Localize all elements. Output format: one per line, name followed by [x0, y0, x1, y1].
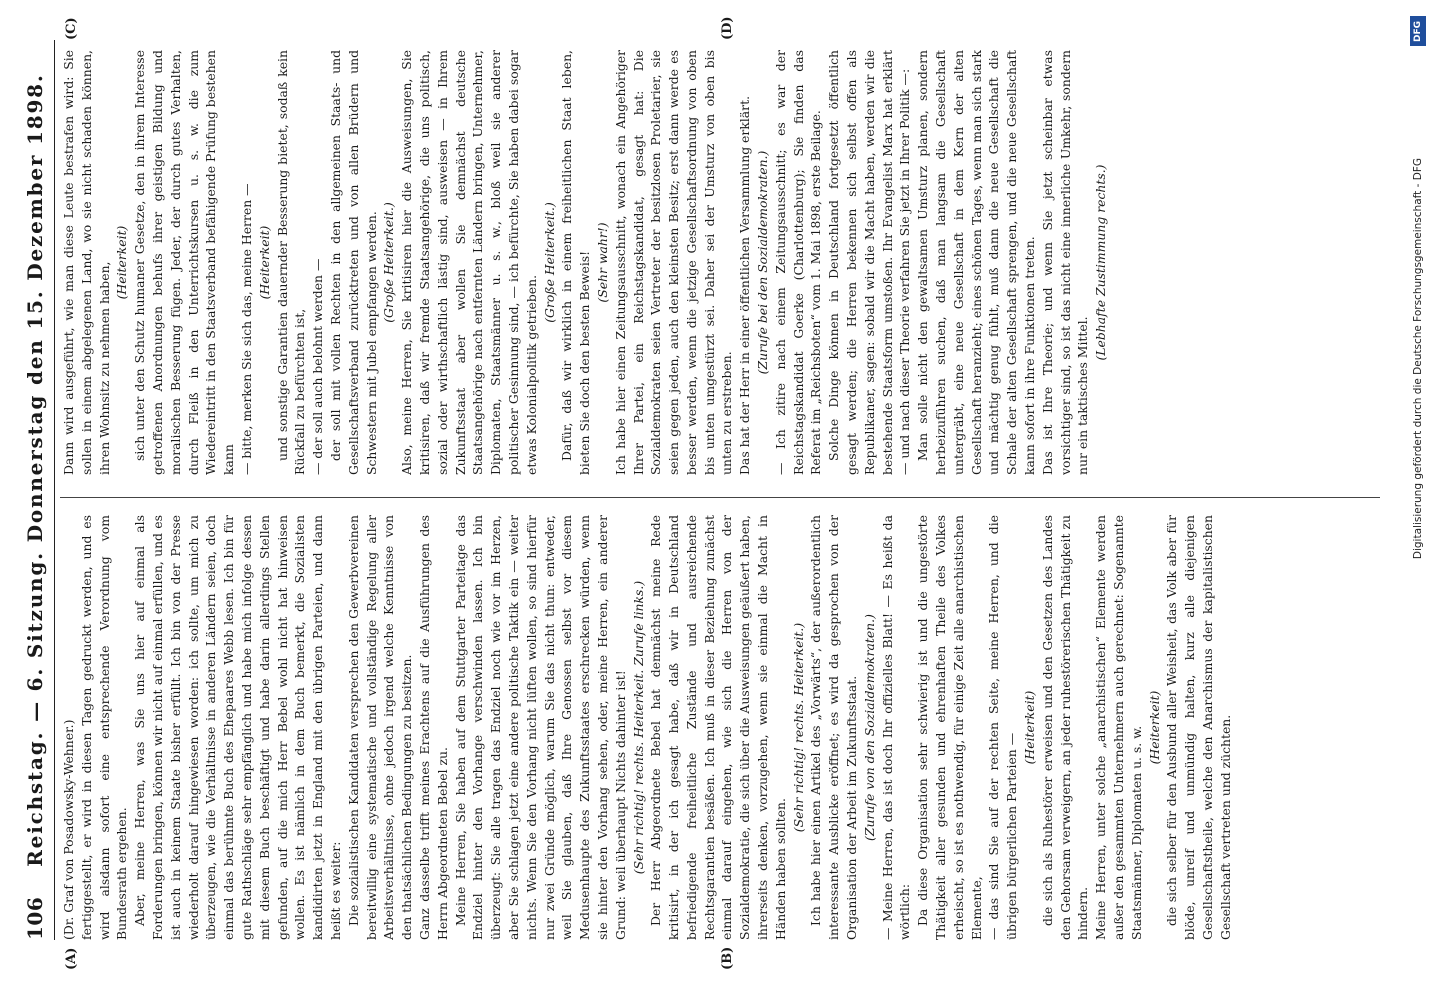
paragraph: (Lebhafte Zustimmung rechts.)	[1093, 164, 1109, 361]
paragraph: und sonstige Garantien dauernder Besserung bietet, sodaß kein Rückfall zu befürchten ist,	[274, 50, 308, 475]
paragraph: Das hat der Herr in einer öffentlichen Versammlung erklärt.	[737, 95, 753, 475]
paragraph: — der soll auch belohnt werden —	[310, 258, 326, 475]
paragraph: Dann wird ausgeführt, wie man diese Leute bestrafen wird: Sie sollen in einem abgelegenen Land, wo sie nicht schaden können, ihren Wohnsitz zu nehmen haben,	[61, 50, 112, 475]
paragraph: sich unter den Schutz humaner Gesetze, den in ihrem Interesse getroffenen Anordnungen behufs ihrer geistigen Bildung und moralischen Besserung fügen. Jeder, der durch gutes Verhalten, durch Fleiß in den Unterrichtskursen u. s. w. die zum Wiedereintritt in den Staatsverband befähigende Prüfung bestehen kann	[132, 50, 237, 475]
paragraph: Aber, meine Herren, was Sie uns hier auf einmal als Forderungen bringen, können wir nicht auf einmal erfüllen, und es ist auch in keinem Staate bisher erfüllt. Ich bin von der Presse wiederholt darauf hingewiesen worden: ich sollte, um mich zu überzeugen, wie die Verhältnisse in anderen Ländern seien, doch einmal das berühmte Buch des Ehepaares Webb lesen. Ich bin für gute Rathschläge sehr empfänglich und habe mich infolge dessen mit diesem Buch beschäftigt und habe darin allerdings Stellen gefunden, auf die mich Herr Bebel wohl nicht hat hinweisen wollen. Es ist nämlich in dem Buch bemerkt, die Sozialisten kandidirten jetzt in England mit den übrigen Parteien, und dann heißt es weiter:	[132, 515, 343, 940]
digitization-credit: Digitalisierung gefördert durch die Deutsche Forschungsgemeinschaft - DFG	[1412, 158, 1424, 560]
margin-marker-b: (B)	[720, 946, 735, 970]
page-header	[18, 40, 52, 940]
page-number: 106	[23, 896, 47, 940]
header-rule	[54, 40, 55, 940]
paragraph: (Sehr richtig! rechts. Heiterkeit.)	[790, 622, 806, 833]
left-column	[60, 515, 1380, 940]
paragraph: (Zurufe von den Sozialdemokraten.)	[861, 614, 877, 841]
margin-marker-d: (D)	[720, 16, 735, 40]
paragraph: (Heiterkeit)	[1022, 690, 1038, 765]
paragraph: Ich habe hier einen Artikel des „Vorwärts“, der außerordentlich interessante Ausblicke eröffnet; es wird da gesprochen von der Organisation der Arbeit im Zukunftsstaat.	[808, 515, 860, 940]
paragraph: Da diese Organisation sehr schwierig ist und die ungestörte Thätigkeit aller gesunden und ehrenhaften Theile des Volkes erheischt, so ist es nothwendig, für einige Zeit alle anarchistischen Elemente,	[915, 515, 984, 940]
paragraph: Also, meine Herren, Sie kritisiren hier die Ausweisungen, Sie kritisiren, daß wir fremde Staatsangehörige, die uns politisch, sozial oder wirthschaftlich lästig sind, ausweisen — in Ihrem Zukunftsstaat aber wollen Sie demnächst deutsche Staatsangehörige nach entfernten Ländern bringen, Unternehmer, Diplomaten, Staatsmänner u. s. w., bloß weil sie anderer politischer Gesinnung sind, — ich befürchte, Sie haben dabei sogar etwas Kolonialpolitik getrieben.	[399, 50, 539, 475]
paragraph: Meine Herren, Sie haben auf dem Stuttgarter Parteitage das Endziel hinter den Vorhange verschwinden lassen. Ich bin überzeugt: Sie alle tragen das Endziel noch wie vor im Herzen, aber Sie schlagen jetzt eine andere politische Taktik ein — weiter nichts. Wenn Sie den Vorhang nicht lüften wollen, so sind hierfür nur zwei Gründe möglich, warum Sie das nicht thun: entweder, weil Sie glauben, daß Ihre Genossen selbst vor diesem Medusenhaupte des Zukunftsstaates erschrecken würden, wenn sie hinter den Vorhang sehen, oder, meine Herren, ein anderer Grund: weil überhaupt Nichts dahinter ist!	[452, 515, 628, 940]
paragraph: (Heiterkeit)	[1146, 690, 1162, 765]
paragraph: — das sind Sie auf der rechten Seite, meine Herren, und die übrigen bürgerlichen Parteien —	[986, 515, 1020, 940]
margin-marker-a: (A)	[64, 947, 79, 970]
paragraph: Man solle nicht den gewaltsamen Umsturz planen, sondern herbeizuführen suchen, daß man langsam die Gesellschaft untergräbt, eine neue Gesellschaft in dem Kern der alten Gesellschaft heranzieht; eines schönen Tages, wenn man sich stark und mächtig genug fühlt, muß dann die neue Gesellschaft die Schale der alten Gesellschaft sprengen, und die neue Gesellschaft kann sofort in ihre Funktionen treten.	[915, 50, 1038, 475]
paragraph: Solche Dinge können in Deutschland fortgesetzt öffentlich gesagt werden; die Herren bekennen sich selbst offen als Republikaner, sagen: sobald wir die Macht haben, werden wir die bestehende Staatsform umstoßen. Ihr Evangelist Marx hat erklärt — und nach dieser Theorie verfahren Sie jetzt in Ihrer Politik —:	[826, 50, 913, 475]
paragraph: die sich als Ruhestörer erweisen und den Gesetzen des Landes den Gehorsam verweigern, an jeder ruhestörerischen Thätigkeit zu hindern.	[1039, 515, 1091, 940]
paragraph: (Dr. Graf von Posadowsky-Wehner.)	[61, 719, 76, 940]
paragraph: — Ich zitire nach einem Zeitungsausschnitt; es war der Reichstagskandidat Goerke (Charlottenburg); Sie finden das Referat im „Reichsboten“ vom 1. Mai 1898, erste Beilage.	[772, 50, 824, 475]
right-column	[60, 50, 1380, 475]
paragraph: (Große Heiterkeit.)	[381, 202, 397, 323]
page-title: Reichstag. — 6. Sitzung. Donnerstag den 15. Dezember 1898.	[23, 73, 47, 867]
paragraph: (Heiterkeit)	[114, 225, 130, 300]
paragraph: Dafür, daß wir wirklich in einem freiheitlichen Staat leben, bieten Sie doch den besten Beweis!	[559, 50, 593, 475]
paragraph: fertiggestellt, er wird in diesen Tagen gedruckt werden, und es wird alsdann sofort eine entsprechende Verordnung vom Bundesrath ergehen.	[78, 515, 130, 940]
paragraph: Die sozialistischen Kandidaten versprechen den Gewerbvereinen bereitwillig eine systematische und vollständige Regelung aller Arbeitsverhältnisse, ohne jedoch irgend welche Kenntnisse von den thatsächlichen Bedingungen zu besitzen.	[345, 515, 415, 940]
paragraph: Das ist Ihre Theorie; und wenn Sie jetzt scheinbar etwas vorsichtiger sind, so ist das nicht eine innerliche Umkehr, sondern nur ein taktisches Mittel.	[1039, 50, 1091, 475]
paragraph: (Sehr wahr!)	[594, 222, 610, 303]
paragraph: Ich habe hier einen Zeitungsausschnitt, wonach ein Angehöriger Ihrer Partei, ein Reichstagskandidat, gesagt hat: Die Sozialdemokraten seien Vertreter der besitzlosen Proletarier, sie seien gegen jeden, auch den kleinsten Besitz; erst dann werde es besser werden, wenn die jetzige Gesellschaftsordnung von oben bis unten umgestürzt sei. Daher sei der Umsturz von oben bis unten zu erstreben.	[612, 50, 735, 475]
paragraph: die sich selber für den Ausbund aller Weisheit, das Volk aber für blöde, unreif und unmündig halten, kurz alle diejenigen Gesellschaftstheile, welche den Anarchismus der kapitalistischen Gesellschaft vertreten und züchten.	[1164, 515, 1233, 940]
paragraph: (Zurufe bei den Sozialdemokraten.)	[755, 150, 771, 375]
column-divider	[60, 497, 1380, 498]
paragraph: der soll mit vollen Rechten in den allgemeinen Staats- und Gesellschaftsverband zurücktreten und von allen Brüdern und Schwestern mit Jubel empfangen werden.	[327, 50, 379, 475]
margin-marker-c: (C)	[64, 17, 79, 40]
paragraph: (Große Heiterkeit.)	[541, 202, 557, 323]
paragraph: Ganz dasselbe trifft meines Erachtens auf die Ausführungen des Herrn Abgeordneten Bebel zu.	[416, 515, 450, 940]
paragraph: — Meine Herren, das ist doch Ihr offizielles Blatt! — Es heißt da wörtlich:	[879, 515, 913, 940]
dfg-logo-icon: DFG	[1410, 16, 1426, 46]
paragraph: (Sehr richtig! rechts. Heiterkeit. Zurufe links.)	[630, 580, 646, 875]
paragraph: — bitte, merken Sie sich das, meine Herren —	[238, 183, 254, 475]
paragraph: (Heiterkeit)	[256, 225, 272, 300]
digitization-note	[1406, 8, 1432, 988]
paragraph: Der Herr Abgeordnete Bebel hat demnächst meine Rede kritisirt, in der ich gesagt habe, daß wir in Deutschland befriedigende freiheitliche Zustände und ausreichende Rechtsgarantien besäßen. Ich muß in dieser Beziehung zunächst einmal darauf eingehen, wie sich die Herren von der Sozialdemokratie, die sich über die Ausweisungen geäußert haben, ihrerseits denken, vorzugehen, wenn sie einmal die Macht in Händen haben sollten.	[648, 515, 788, 940]
paragraph: Meine Herren, unter solche „anarchistischen“ Elemente werden außer den gesammten Unternehmern auch gerechnet: Sogenannte Staatsmänner, Diplomaten u. s. w.	[1093, 515, 1144, 940]
